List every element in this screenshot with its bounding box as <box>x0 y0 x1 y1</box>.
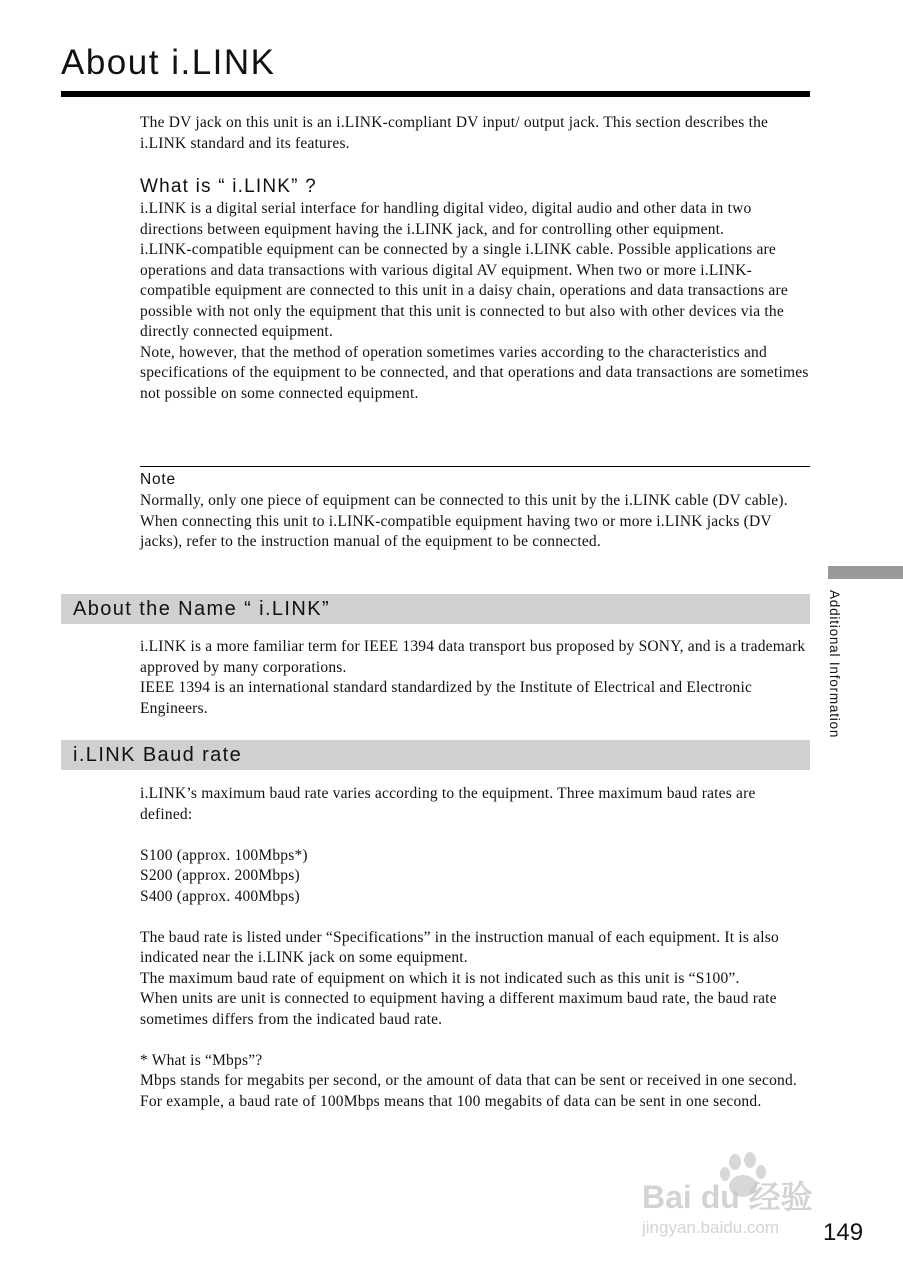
what-is-heading: What is “ i.LINK” ? <box>140 176 317 197</box>
intro-text <box>140 113 812 154</box>
baidu-watermark <box>640 1150 840 1250</box>
side-tab-marker <box>828 566 903 579</box>
what-is-body <box>140 199 812 404</box>
about-name-paragraph-1: i.LINK is a more familiar term for IEEE 1394 data transport bus proposed by SONY, and is a trademark approved by many corporations. <box>140 638 806 676</box>
baud-body <box>140 784 812 1112</box>
footnote-text: Mbps stands for megabits per second, or the amount of data that can be sent or received in one second. For example, a baud rate of 100Mbps means that 100 megabits of data can be sent in one second. <box>140 1072 797 1110</box>
side-section-label: Additional Information <box>827 590 842 739</box>
page-title: About i.LINK <box>61 43 276 82</box>
intro-paragraph: The DV jack on this unit is an i.LINK-compliant DV input/ output jack. This section describes the i.LINK standard and its features. <box>140 114 769 152</box>
note-body <box>140 491 812 553</box>
baud-paragraph-3: When units are unit is connected to equipment having a different maximum baud rate, the baud rate sometimes differs from the indicated baud rate. <box>140 990 777 1028</box>
baud-paragraph-1: The baud rate is listed under “Specifications” in the instruction manual of each equipment. It is also indicated near the i.LINK jack on some equipment. <box>140 928 779 966</box>
watermark-url: jingyan.baidu.com <box>642 1218 780 1237</box>
baud-heading: i.LINK Baud rate <box>73 744 243 766</box>
baud-intro: i.LINK’s maximum baud rate varies according to the equipment. Three maximum baud rates are defined: <box>140 785 756 823</box>
baud-rate-s200: S200 (approx. 200Mbps) <box>140 867 300 884</box>
baud-rate-s100: S100 (approx. 100Mbps*) <box>140 846 308 864</box>
about-name-body <box>140 637 812 719</box>
baud-paragraph-2: The maximum baud rate of equipment on which it is not indicated such as this unit is “S100”. <box>140 969 740 987</box>
about-name-paragraph-2: IEEE 1394 is an international standard standardized by the Institute of Electrical and Electronic Engineers. <box>140 679 753 717</box>
what-is-paragraph-1: i.LINK is a digital serial interface for handling digital video, digital audio and other data in two directions between equipment having the i.LINK jack, and for controlling other equipment. <box>140 200 752 238</box>
page-number: 149 <box>823 1219 864 1246</box>
baud-section-bar <box>61 740 810 770</box>
note-paragraph: Normally, only one piece of equipment can be connected to this unit by the i.LINK cable (DV cable). When connecting this unit to i.LINK-compatible equipment having two or more i.LINK jacks (DV jacks), refer to the instruction manual of the equipment to be connected. <box>140 492 788 550</box>
title-rule <box>61 91 810 97</box>
about-name-heading: About the Name “ i.LINK” <box>73 598 331 620</box>
about-name-section-bar <box>61 594 810 624</box>
footnote-title: * What is “Mbps”? <box>140 1051 263 1069</box>
note-divider <box>140 466 810 467</box>
what-is-paragraph-2: i.LINK-compatible equipment can be connected by a single i.LINK cable. Possible applications are operations and data transactions with various digital AV equipment. When two or more i.LINK-compatible equipment are connected to this unit in a daisy chain, operations and data transactions are possible with not only the equipment that this unit is connected to but also with other devices via the directly connected equipment. <box>140 241 788 340</box>
baud-rate-s400: S400 (approx. 400Mbps) <box>140 887 300 905</box>
what-is-paragraph-3: Note, however, that the method of operation sometimes varies according to the characteristics and specifications of the equipment to be connected, and that operations and data transactions are sometimes not possible on some connected equipment. <box>140 343 809 402</box>
watermark-logo: Bai du 经验 <box>642 1179 813 1215</box>
note-label: Note <box>140 471 176 488</box>
